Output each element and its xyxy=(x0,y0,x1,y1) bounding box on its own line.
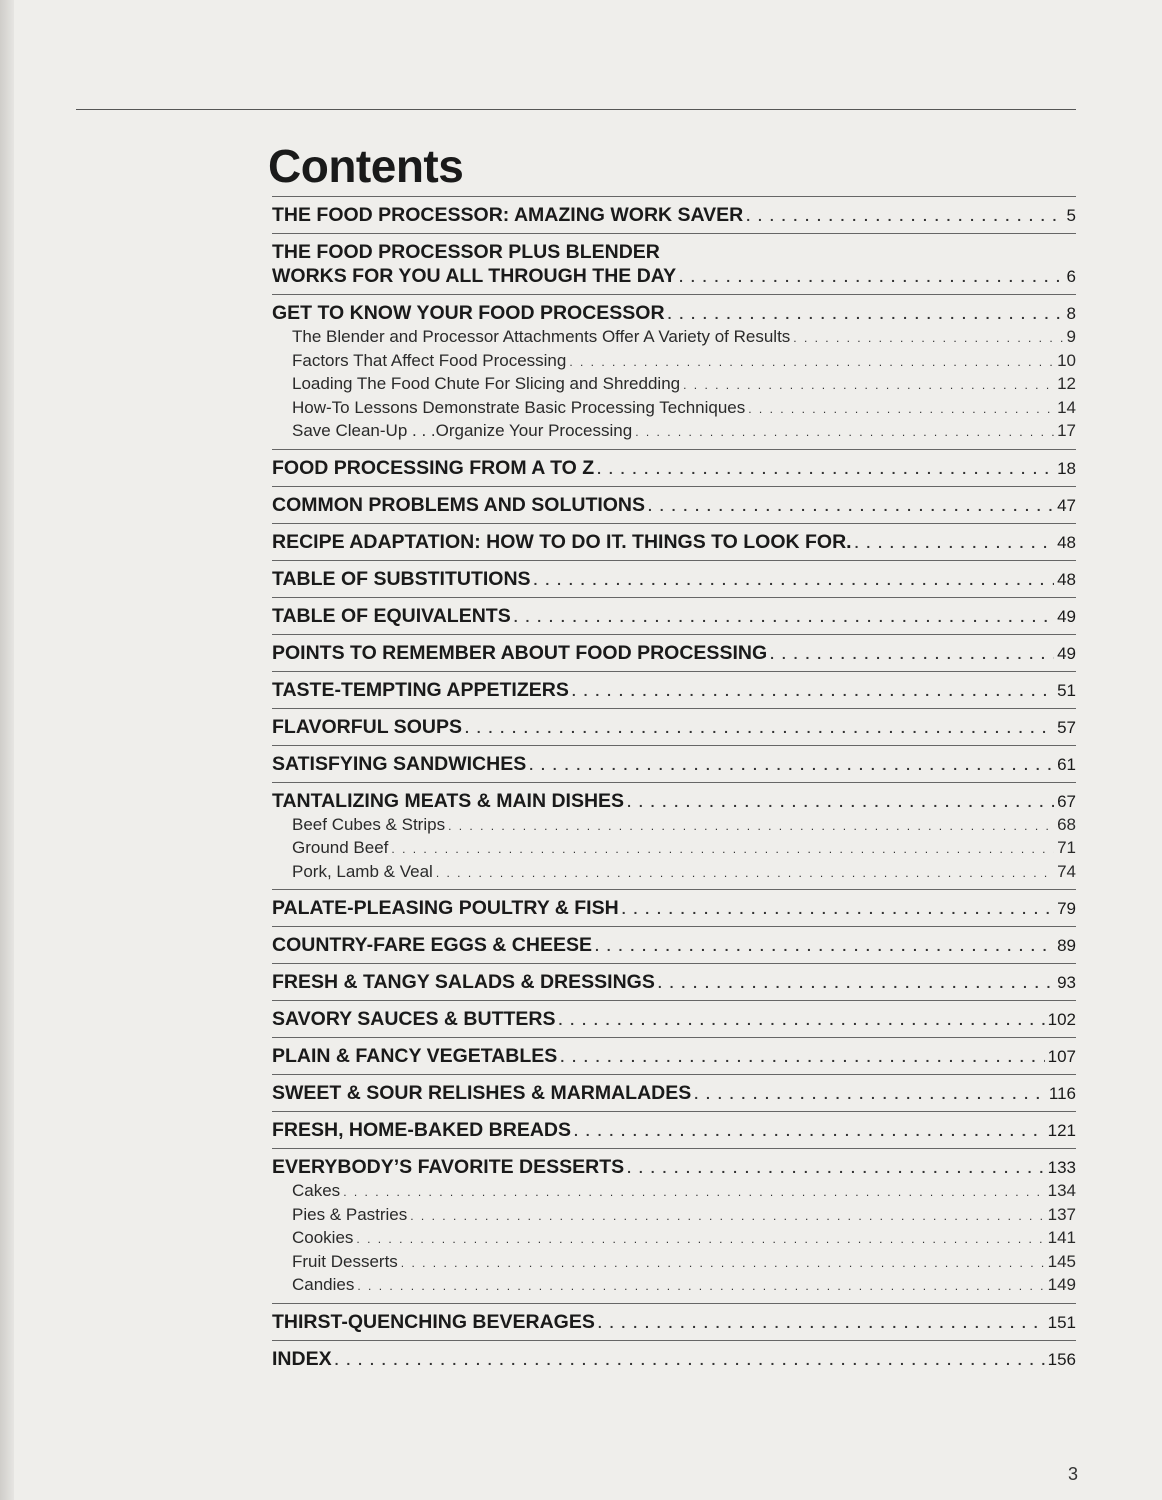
toc-entry-page: 67 xyxy=(1057,791,1076,811)
toc-subentry-row xyxy=(272,350,1076,374)
toc-subentry-title: Pies & Pastries xyxy=(292,1204,408,1224)
toc-subentry-row xyxy=(272,326,1076,350)
toc-entry-page: 8 xyxy=(1066,304,1076,323)
dot-leader xyxy=(560,1045,1044,1069)
toc-entry xyxy=(272,926,1076,963)
toc-entry-page: 61 xyxy=(1057,754,1076,774)
dot-leader xyxy=(529,753,1054,777)
toc-subentry-row xyxy=(272,420,1076,444)
toc-subentry-row xyxy=(272,1274,1076,1298)
toc-entry-row xyxy=(272,933,1076,958)
toc-entry-row xyxy=(272,604,1076,629)
table-of-contents xyxy=(272,196,1076,1377)
toc-entry-title: RECIPE ADAPTATION: HOW TO DO IT. THINGS TO LOOK FOR. xyxy=(272,530,852,553)
toc-entry-page: 6 xyxy=(1066,267,1076,286)
toc-entry xyxy=(272,782,1076,890)
toc-subentry-title: Beef Cubes & Strips xyxy=(292,814,446,834)
toc-entry xyxy=(272,1340,1076,1377)
toc-entry xyxy=(272,1111,1076,1148)
toc-entry-title: WORKS FOR YOU ALL THROUGH THE DAY xyxy=(272,265,677,287)
toc-entry-page: 156 xyxy=(1047,1349,1076,1369)
toc-subentry-title: Cakes xyxy=(292,1181,341,1200)
toc-entry-row xyxy=(272,970,1076,995)
toc-entry xyxy=(272,449,1076,486)
toc-entry-row xyxy=(272,1007,1076,1032)
toc-entry-row xyxy=(272,264,1076,289)
toc-entry-title: THIRST-QUENCHING BEVERAGES xyxy=(272,1310,595,1333)
toc-entry-row xyxy=(272,203,1076,228)
toc-entry xyxy=(272,196,1076,233)
toc-entry-row xyxy=(272,1118,1076,1143)
header-rule xyxy=(76,109,1076,110)
toc-subentry-page: 137 xyxy=(1047,1204,1076,1224)
dot-leader xyxy=(793,328,1063,350)
toc-subentry-page: 74 xyxy=(1057,861,1076,881)
toc-entry-title: GET TO KNOW YOUR FOOD PROCESSOR xyxy=(272,302,665,324)
toc-subentry-title: Cookies xyxy=(292,1228,354,1247)
toc-entry xyxy=(272,1074,1076,1111)
toc-entry-page: 93 xyxy=(1057,973,1076,992)
toc-entry-page: 5 xyxy=(1066,206,1076,225)
dot-leader xyxy=(770,642,1054,666)
toc-entry-row xyxy=(272,678,1076,703)
toc-entry-row xyxy=(272,567,1076,592)
toc-subentry-row xyxy=(272,373,1076,397)
toc-entry xyxy=(272,233,1076,294)
toc-entry-title: TASTE-TEMPTING APPETIZERS xyxy=(272,678,569,701)
toc-entry-title: SATISFYING SANDWICHES xyxy=(272,752,527,775)
toc-entry-row xyxy=(272,715,1076,740)
toc-entry-title: POINTS TO REMEMBER ABOUT FOOD PROCESSING xyxy=(272,641,768,664)
toc-entry-title: COMMON PROBLEMS AND SOLUTIONS xyxy=(272,493,646,516)
toc-entry-title: THE FOOD PROCESSOR: AMAZING WORK SAVER xyxy=(272,204,744,226)
dot-leader xyxy=(748,399,1054,421)
toc-entry xyxy=(272,671,1076,708)
toc-entry-page: 47 xyxy=(1057,495,1076,515)
toc-entry-page: 57 xyxy=(1057,717,1076,737)
dot-leader xyxy=(855,531,1054,555)
toc-entry-title: INDEX xyxy=(272,1347,332,1370)
dot-leader xyxy=(401,1253,1045,1275)
dot-leader xyxy=(622,897,1054,921)
toc-entry-title: SWEET & SOUR RELISHES & MARMALADES xyxy=(272,1082,692,1104)
page-number: 3 xyxy=(1068,1464,1079,1484)
toc-entry-title: FRESH & TANGY SALADS & DRESSINGS xyxy=(272,971,655,993)
dot-leader xyxy=(597,457,1054,481)
dot-leader xyxy=(694,1082,1046,1106)
toc-entry-page: 151 xyxy=(1047,1312,1076,1332)
toc-entry xyxy=(272,745,1076,782)
toc-entry xyxy=(272,889,1076,926)
dot-leader xyxy=(679,265,1063,289)
toc-entry xyxy=(272,1303,1076,1340)
toc-entry xyxy=(272,294,1076,449)
dot-leader xyxy=(569,352,1054,374)
toc-subentry-row xyxy=(272,861,1076,885)
dot-leader xyxy=(559,1008,1045,1032)
toc-entry xyxy=(272,634,1076,671)
toc-subentry-title: Fruit Desserts xyxy=(292,1251,398,1271)
dot-leader xyxy=(635,422,1054,444)
toc-entry-title: FOOD PROCESSING FROM A TO Z xyxy=(272,456,595,479)
toc-entry xyxy=(272,560,1076,597)
toc-subentry-row xyxy=(272,1204,1076,1228)
toc-entry-page: 121 xyxy=(1047,1121,1076,1140)
dot-leader xyxy=(335,1348,1045,1372)
toc-entry-title-line1: THE FOOD PROCESSOR PLUS BLENDER xyxy=(272,241,660,263)
book-spine-shadow xyxy=(0,0,14,1500)
toc-entry-row xyxy=(272,752,1076,777)
toc-subentry-title: How-To Lessons Demonstrate Basic Processing Techniques xyxy=(292,397,746,417)
toc-subentry-page: 145 xyxy=(1047,1251,1076,1271)
toc-entry-page: 51 xyxy=(1057,680,1076,700)
dot-leader xyxy=(648,494,1054,518)
toc-entry-row xyxy=(272,1347,1076,1372)
dot-leader xyxy=(343,1182,1044,1204)
toc-entry-row xyxy=(272,530,1076,555)
toc-subentry-title: Loading The Food Chute For Slicing and Shredding xyxy=(292,374,681,393)
dot-leader xyxy=(683,375,1054,397)
toc-subentry-row xyxy=(272,837,1076,861)
toc-entry-title: PLAIN & FANCY VEGETABLES xyxy=(272,1045,558,1067)
toc-subentry-row xyxy=(272,1251,1076,1275)
toc-entry-page: 48 xyxy=(1057,569,1076,589)
toc-entry xyxy=(272,1037,1076,1074)
toc-entry-page: 107 xyxy=(1047,1047,1076,1066)
toc-entry-title: TABLE OF EQUIVALENTS xyxy=(272,604,511,627)
toc-subentry-title: Pork, Lamb & Veal xyxy=(292,861,433,881)
dot-leader xyxy=(627,790,1054,814)
toc-entry-row xyxy=(272,641,1076,666)
dot-leader xyxy=(572,679,1054,703)
toc-subentry-page: 14 xyxy=(1057,397,1076,417)
toc-subentry-title: Factors That Affect Food Processing xyxy=(292,350,567,370)
toc-entry-page: 133 xyxy=(1047,1158,1076,1177)
toc-entry-page: 18 xyxy=(1057,458,1076,478)
toc-entry-row xyxy=(272,789,1076,814)
dot-leader xyxy=(595,934,1054,958)
toc-entry-title: EVERYBODY’S FAVORITE DESSERTS xyxy=(272,1156,625,1178)
toc-subentry-title: Ground Beef xyxy=(292,838,389,857)
toc-entry-page: 48 xyxy=(1057,532,1076,552)
toc-entry-row xyxy=(272,1081,1076,1106)
toc-entry-row xyxy=(272,1044,1076,1069)
toc-entry xyxy=(272,1148,1076,1303)
toc-entry-page: 79 xyxy=(1057,899,1076,918)
dot-leader xyxy=(668,302,1064,326)
toc-entry-title: FRESH, HOME-BAKED BREADS xyxy=(272,1119,572,1141)
toc-subentry-row xyxy=(272,1180,1076,1204)
dot-leader xyxy=(627,1156,1044,1180)
toc-subentry-title: The Blender and Processor Attachments Offer A Variety of Results xyxy=(292,327,791,346)
toc-entry xyxy=(272,523,1076,560)
toc-entry-title: TABLE OF SUBSTITUTIONS xyxy=(272,567,531,590)
toc-entry-row xyxy=(272,456,1076,481)
toc-entry-row xyxy=(272,1310,1076,1335)
dot-leader xyxy=(391,839,1054,861)
toc-entry-title: TANTALIZING MEATS & MAIN DISHES xyxy=(272,789,625,812)
toc-entry-row xyxy=(272,1155,1076,1180)
toc-entry-page: 102 xyxy=(1047,1010,1076,1029)
toc-entry-title: FLAVORFUL SOUPS xyxy=(272,715,462,738)
toc-subentry-page: 12 xyxy=(1057,374,1076,393)
toc-entry xyxy=(272,486,1076,523)
toc-subentry-row xyxy=(272,1227,1076,1251)
toc-subentry-page: 10 xyxy=(1057,350,1076,370)
toc-entry-row xyxy=(272,493,1076,518)
toc-subentry-row xyxy=(272,397,1076,421)
toc-entry-title: SAVORY SAUCES & BUTTERS xyxy=(272,1008,556,1030)
toc-subentry-page: 9 xyxy=(1066,327,1076,346)
dot-leader xyxy=(574,1119,1045,1143)
toc-subentry-page: 71 xyxy=(1057,838,1076,857)
toc-entry-row xyxy=(272,301,1076,326)
toc-subentry-title: Save Clean-Up . . .Organize Your Processing xyxy=(292,421,633,440)
dot-leader xyxy=(746,204,1063,228)
toc-entry xyxy=(272,963,1076,1000)
dot-leader xyxy=(410,1206,1044,1228)
toc-entry-page: 89 xyxy=(1057,936,1076,955)
toc-subentry-title: Candies xyxy=(292,1275,355,1294)
dot-leader xyxy=(534,568,1055,592)
toc-entry xyxy=(272,597,1076,634)
toc-entry-page: 49 xyxy=(1057,606,1076,626)
dot-leader xyxy=(598,1311,1045,1335)
toc-entry xyxy=(272,708,1076,745)
toc-subentry-page: 68 xyxy=(1057,814,1076,834)
toc-subentry-page: 149 xyxy=(1047,1275,1076,1294)
toc-subentry-page: 134 xyxy=(1047,1181,1076,1200)
dot-leader xyxy=(514,605,1054,629)
dot-leader xyxy=(658,971,1054,995)
toc-subentry-page: 141 xyxy=(1047,1228,1076,1247)
toc-entry-title: COUNTRY-FARE EGGS & CHEESE xyxy=(272,934,592,956)
dot-leader xyxy=(465,716,1054,740)
toc-entry xyxy=(272,1000,1076,1037)
toc-entry-title: PALATE-PLEASING POULTRY & FISH xyxy=(272,897,619,919)
toc-entry-row xyxy=(272,896,1076,921)
page-title: Contents xyxy=(268,140,464,192)
toc-entry-page: 116 xyxy=(1048,1084,1076,1103)
toc-subentry-page: 17 xyxy=(1057,421,1076,440)
dot-leader xyxy=(357,1276,1044,1298)
dot-leader xyxy=(448,816,1054,838)
toc-subentry-row xyxy=(272,814,1076,838)
dot-leader xyxy=(356,1229,1044,1251)
toc-entry-page: 49 xyxy=(1057,643,1076,663)
dot-leader xyxy=(436,863,1054,885)
